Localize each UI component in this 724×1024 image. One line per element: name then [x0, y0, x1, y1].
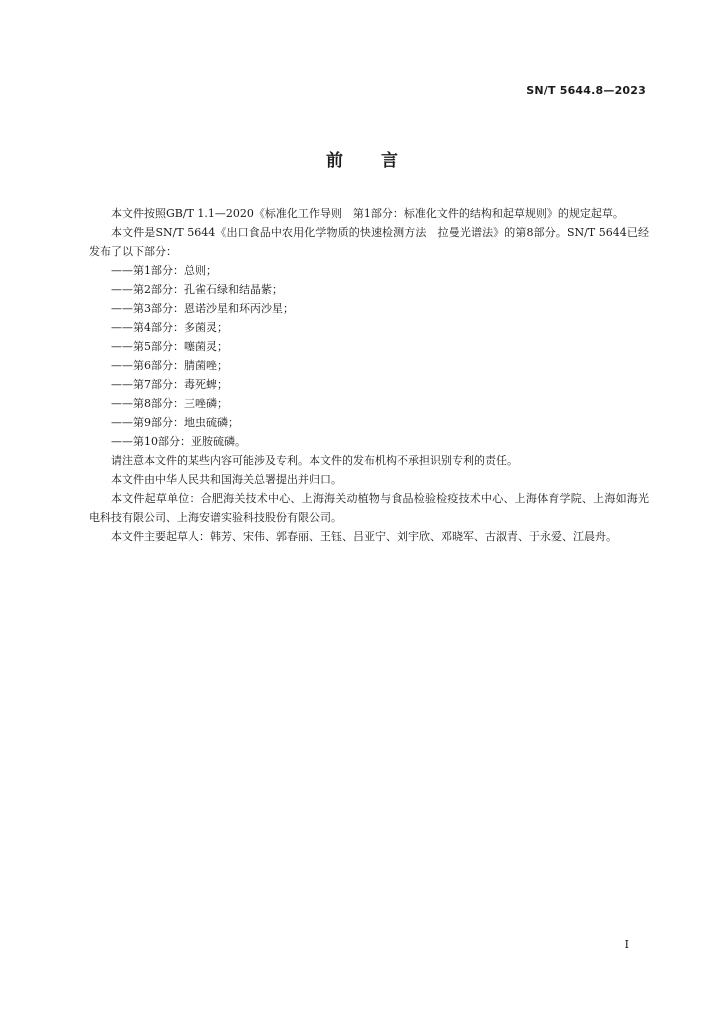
page-number: I [624, 938, 629, 951]
list-item: ——第2部分：孔雀石绿和结晶紫； [111, 283, 283, 296]
list-item: ——第4部分：多菌灵； [111, 321, 228, 334]
list-item: ——第10部分：亚胺硫磷。 [111, 435, 246, 448]
paragraph-proposer: 本文件由中华人民共和国海关总署提出并归口。 [111, 473, 342, 486]
parts-list [89, 261, 649, 451]
paragraph-patent-notice: 请注意本文件的某些内容可能涉及专利。本文件的发布机构不承担识别专利的责任。 [111, 454, 518, 467]
list-item: ——第6部分：腈菌唑； [111, 359, 228, 372]
list-item: ——第1部分：总则； [111, 264, 217, 277]
document-code: SN/T 5644.8—2023 [526, 84, 646, 97]
preface-body [89, 204, 649, 546]
list-item: ——第5部分：噻菌灵； [111, 340, 228, 353]
list-item: ——第9部分：地虫硫磷； [111, 416, 239, 429]
paragraph-drafting-units: 本文件起草单位：合肥海关技术中心、上海海关动植物与食品检验检疫技术中心、上海体育学院、上海如海光电科技有限公司、上海安谱实验科技股份有限公司。 [89, 492, 649, 524]
paragraph-drafting-rules: 本文件按照GB/T 1.1—2020《标准化工作导则 第1部分：标准化文件的结构和起草规则》的规定起草。 [111, 207, 624, 220]
list-item: ——第7部分：毒死蜱； [111, 378, 228, 391]
paragraph-drafters: 本文件主要起草人：韩芳、宋伟、郭春丽、王钰、吕亚宁、刘宇欣、邓晓军、古淑青、于永爱、江晨舟。 [111, 530, 617, 543]
page-title: 前言 [326, 151, 436, 171]
paragraph-series-intro: 本文件是SN/T 5644《出口食品中农用化学物质的快速检测方法 拉曼光谱法》的第8部分。SN/T 5644已经发布了以下部分： [89, 226, 649, 258]
list-item: ——第3部分：恩诺沙星和环丙沙星； [111, 302, 294, 315]
list-item: ——第8部分：三唑磷； [111, 397, 228, 410]
